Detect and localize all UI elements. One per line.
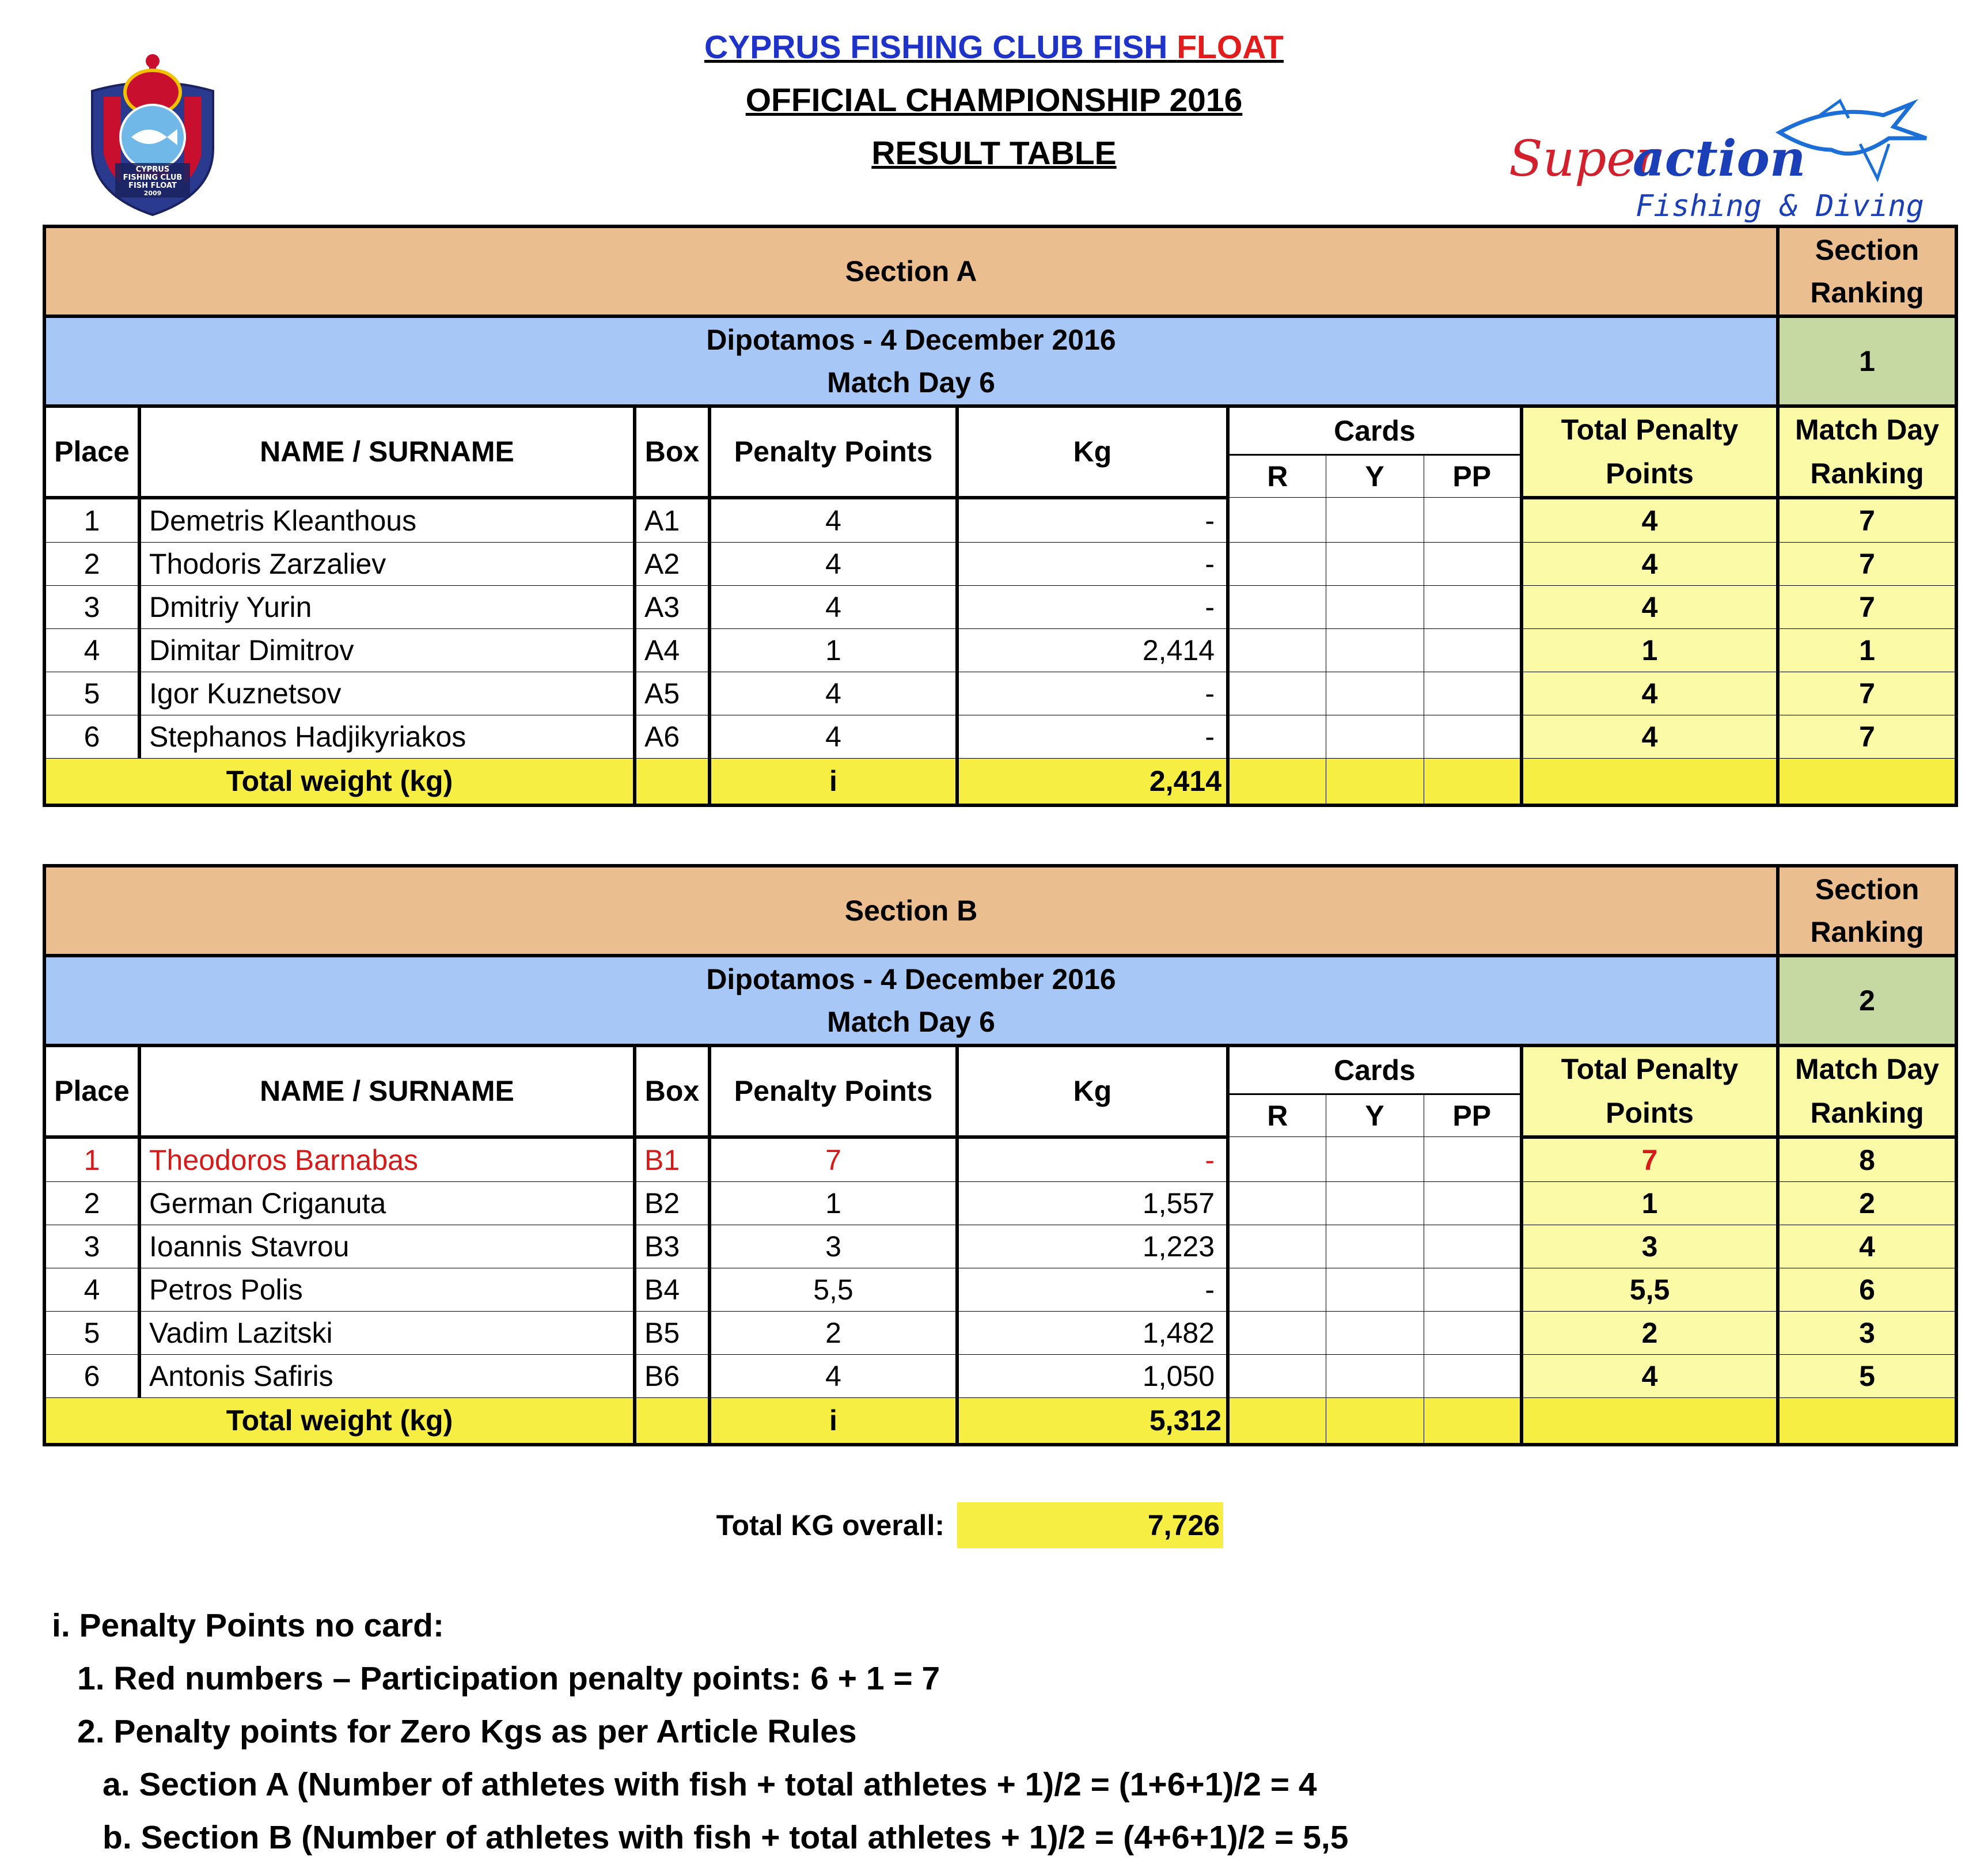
total-tpp-cell — [1522, 758, 1778, 805]
name-cell: Demetris Kleanthous — [139, 498, 635, 543]
table-row — [44, 585, 1956, 628]
match-day-ranking-cell: 1 — [1778, 628, 1956, 672]
name-cell: Vadim Lazitski — [139, 1311, 635, 1354]
kg-cell: 1,482 — [957, 1311, 1228, 1354]
table-row — [44, 628, 1956, 672]
col-total-penalty: Total Penalty Points — [1522, 1045, 1778, 1137]
table-row — [44, 542, 1956, 585]
card-y-cell — [1326, 715, 1424, 758]
col-card-pp: PP — [1424, 1094, 1522, 1137]
total-penalty-cell: 4 — [1522, 542, 1778, 585]
col-name: NAME / SURNAME — [139, 1045, 635, 1137]
box-cell: B1 — [635, 1137, 710, 1182]
match-day-ranking-cell: 6 — [1778, 1268, 1956, 1311]
card-pp-cell — [1424, 628, 1522, 672]
total-card-pp-cell — [1424, 1397, 1522, 1445]
penalty-cell: 4 — [710, 585, 957, 628]
box-cell: B4 — [635, 1268, 710, 1311]
table-row — [44, 1354, 1956, 1397]
name-cell: Ioannis Stavrou — [139, 1225, 635, 1268]
penalty-cell: 4 — [710, 1354, 957, 1397]
total-note-cell: i — [710, 758, 957, 805]
col-card-r: R — [1228, 1094, 1326, 1137]
total-row — [44, 758, 1956, 805]
box-cell: A1 — [635, 498, 710, 543]
card-y-cell — [1326, 672, 1424, 715]
club-title-red: FLOAT — [1177, 29, 1284, 66]
total-penalty-cell: 4 — [1522, 585, 1778, 628]
card-y-cell — [1326, 498, 1424, 543]
place-cell: 3 — [44, 585, 139, 628]
card-r-cell — [1228, 1137, 1326, 1182]
card-r-cell — [1228, 542, 1326, 585]
col-place: Place — [44, 406, 139, 498]
total-penalty-cell: 4 — [1522, 715, 1778, 758]
kg-cell: - — [957, 715, 1228, 758]
club-title-blue: CYPRUS FISHING CLUB FISH — [704, 29, 1168, 66]
match-day-ranking-cell: 7 — [1778, 672, 1956, 715]
match-day-ranking-cell: 8 — [1778, 1137, 1956, 1182]
total-box-cell — [635, 1397, 710, 1445]
table-row — [44, 1181, 1956, 1225]
total-penalty-cell: 1 — [1522, 628, 1778, 672]
col-cards: Cards — [1228, 406, 1522, 455]
box-cell: B5 — [635, 1311, 710, 1354]
penalty-cell: 1 — [710, 1181, 957, 1225]
total-penalty-cell: 1 — [1522, 1181, 1778, 1225]
total-penalty-cell: 7 — [1522, 1137, 1778, 1182]
club-crest-icon — [81, 51, 225, 218]
note-item: 2. Penalty points for Zero Kgs as per Article Rules — [77, 1713, 857, 1750]
card-r-cell — [1228, 585, 1326, 628]
name-cell: Stephanos Hadjikyriakos — [139, 715, 635, 758]
championship-title: OFFICIAL CHAMPIONSHIP 2016 — [745, 82, 1243, 119]
total-weight-value: 5,312 — [957, 1397, 1228, 1445]
total-weight-value: 2,414 — [957, 758, 1228, 805]
penalty-cell: 2 — [710, 1311, 957, 1354]
table-row — [44, 1137, 1956, 1182]
note-subitem: a. Section A (Number of athletes with fish + total athletes + 1)/2 = (1+6+1)/2 = 4 — [103, 1766, 1317, 1803]
total-weight-label: Total weight (kg) — [44, 758, 635, 805]
match-day-ranking-cell: 7 — [1778, 498, 1956, 543]
place-cell: 4 — [44, 1268, 139, 1311]
penalty-cell: 7 — [710, 1137, 957, 1182]
card-r-cell — [1228, 715, 1326, 758]
name-cell: Petros Polis — [139, 1268, 635, 1311]
penalty-cell: 4 — [710, 715, 957, 758]
table-row — [44, 715, 1956, 758]
card-r-cell — [1228, 628, 1326, 672]
name-cell: German Criganuta — [139, 1181, 635, 1225]
table-row — [44, 1268, 1956, 1311]
col-cards: Cards — [1228, 1045, 1522, 1094]
place-cell: 6 — [44, 1354, 139, 1397]
total-penalty-cell: 4 — [1522, 1354, 1778, 1397]
box-cell: A5 — [635, 672, 710, 715]
total-penalty-cell: 4 — [1522, 672, 1778, 715]
total-weight-label: Total weight (kg) — [44, 1397, 635, 1445]
col-card-y: Y — [1326, 1094, 1424, 1137]
box-cell: A2 — [635, 542, 710, 585]
total-card-y-cell — [1326, 758, 1424, 805]
penalty-cell: 4 — [710, 498, 957, 543]
col-card-y: Y — [1326, 455, 1424, 498]
card-y-cell — [1326, 1225, 1424, 1268]
card-pp-cell — [1424, 585, 1522, 628]
name-cell: Igor Kuznetsov — [139, 672, 635, 715]
section-ranking-header: Section Ranking — [1778, 226, 1956, 316]
kg-cell: - — [957, 672, 1228, 715]
kg-cell: - — [957, 1268, 1228, 1311]
table-row — [44, 1225, 1956, 1268]
crest-text-4: 2009 — [143, 190, 162, 197]
name-cell: Thodoris Zarzaliev — [139, 542, 635, 585]
card-r-cell — [1228, 498, 1326, 543]
match-day-ranking-cell: 7 — [1778, 715, 1956, 758]
section-b-table — [43, 864, 1958, 1446]
total-box-cell — [635, 758, 710, 805]
card-pp-cell — [1424, 498, 1522, 543]
card-pp-cell — [1424, 715, 1522, 758]
card-r-cell — [1228, 672, 1326, 715]
section-title: Section B — [44, 866, 1778, 956]
place-cell: 3 — [44, 1225, 139, 1268]
penalty-notes — [52, 1599, 1348, 1864]
card-pp-cell — [1424, 1268, 1522, 1311]
match-day-ranking-cell: 3 — [1778, 1311, 1956, 1354]
total-note-cell: i — [710, 1397, 957, 1445]
kg-cell: 1,557 — [957, 1181, 1228, 1225]
venue-date: Dipotamos - 4 December 2016 — [706, 324, 1116, 356]
note-subitem: b. Section B (Number of athletes with fish + total athletes + 1)/2 = (4+6+1)/2 = 5,5 — [103, 1819, 1349, 1856]
card-r-cell — [1228, 1268, 1326, 1311]
box-cell: A3 — [635, 585, 710, 628]
card-pp-cell — [1424, 1137, 1522, 1182]
name-cell: Dimitar Dimitrov — [139, 628, 635, 672]
place-cell: 1 — [44, 1137, 139, 1182]
col-box: Box — [635, 1045, 710, 1137]
place-cell: 5 — [44, 672, 139, 715]
section-a-table — [43, 225, 1958, 807]
sponsor-word-2: action — [1633, 130, 1806, 188]
card-pp-cell — [1424, 542, 1522, 585]
col-match-day-ranking: Match Day Ranking — [1778, 406, 1956, 498]
total-card-r-cell — [1228, 758, 1326, 805]
place-cell: 2 — [44, 1181, 139, 1225]
total-mdr-cell — [1778, 1397, 1956, 1445]
match-day: Match Day 6 — [827, 366, 995, 399]
name-cell: Antonis Safiris — [139, 1354, 635, 1397]
kg-cell: - — [957, 542, 1228, 585]
card-r-cell — [1228, 1311, 1326, 1354]
card-y-cell — [1326, 585, 1424, 628]
card-pp-cell — [1424, 672, 1522, 715]
col-card-r: R — [1228, 455, 1326, 498]
total-card-y-cell — [1326, 1397, 1424, 1445]
total-card-pp-cell — [1424, 758, 1522, 805]
match-day-ranking-cell: 5 — [1778, 1354, 1956, 1397]
match-day-ranking-cell: 7 — [1778, 585, 1956, 628]
section-ranking-value: 2 — [1778, 956, 1956, 1045]
card-y-cell — [1326, 1181, 1424, 1225]
table-row — [44, 498, 1956, 543]
kg-cell: 2,414 — [957, 628, 1228, 672]
venue-cell — [44, 316, 1778, 406]
section-ranking-value: 1 — [1778, 316, 1956, 406]
card-r-cell — [1228, 1354, 1326, 1397]
box-cell: B6 — [635, 1354, 710, 1397]
penalty-cell: 3 — [710, 1225, 957, 1268]
crest-text-2: FISHING CLUB — [123, 173, 183, 182]
section-title: Section A — [44, 226, 1778, 316]
result-table-title: RESULT TABLE — [871, 135, 1117, 172]
card-r-cell — [1228, 1225, 1326, 1268]
card-y-cell — [1326, 1137, 1424, 1182]
name-cell: Theodoros Barnabas — [139, 1137, 635, 1182]
place-cell: 5 — [44, 1311, 139, 1354]
penalty-cell: 5,5 — [710, 1268, 957, 1311]
penalty-cell: 4 — [710, 672, 957, 715]
sponsor-word-1: Super — [1509, 130, 1660, 188]
card-y-cell — [1326, 1354, 1424, 1397]
section-ranking-header: Section Ranking — [1778, 866, 1956, 956]
col-kg: Kg — [957, 1045, 1228, 1137]
kg-cell: - — [957, 585, 1228, 628]
penalty-cell: 4 — [710, 542, 957, 585]
note-item: 1. Red numbers – Participation penalty points: 6 + 1 = 7 — [77, 1660, 940, 1697]
col-match-day-ranking: Match Day Ranking — [1778, 1045, 1956, 1137]
col-penalty: Penalty Points — [710, 406, 957, 498]
col-kg: Kg — [957, 406, 1228, 498]
note-heading: i. Penalty Points no card: — [52, 1607, 444, 1644]
col-total-penalty: Total Penalty Points — [1522, 406, 1778, 498]
total-overall-label: Total KG overall: — [716, 1509, 944, 1541]
place-cell: 4 — [44, 628, 139, 672]
total-mdr-cell — [1778, 758, 1956, 805]
total-penalty-cell: 3 — [1522, 1225, 1778, 1268]
penalty-cell: 1 — [710, 628, 957, 672]
box-cell: A6 — [635, 715, 710, 758]
total-overall-value: 7,726 — [957, 1502, 1223, 1548]
crest-text-3: FISH FLOAT — [128, 181, 177, 190]
sponsor-logo — [1509, 92, 1929, 225]
sponsor-tagline: Fishing & Diving — [1636, 189, 1924, 223]
match-day-ranking-cell: 7 — [1778, 542, 1956, 585]
card-y-cell — [1326, 628, 1424, 672]
table-row — [44, 672, 1956, 715]
card-y-cell — [1326, 1311, 1424, 1354]
place-cell: 6 — [44, 715, 139, 758]
card-r-cell — [1228, 1181, 1326, 1225]
match-day-ranking-cell: 2 — [1778, 1181, 1956, 1225]
total-penalty-cell: 5,5 — [1522, 1268, 1778, 1311]
card-pp-cell — [1424, 1225, 1522, 1268]
place-cell: 1 — [44, 498, 139, 543]
box-cell: A4 — [635, 628, 710, 672]
col-penalty: Penalty Points — [710, 1045, 957, 1137]
total-penalty-cell: 2 — [1522, 1311, 1778, 1354]
venue-date: Dipotamos - 4 December 2016 — [706, 963, 1116, 995]
card-pp-cell — [1424, 1311, 1522, 1354]
col-card-pp: PP — [1424, 455, 1522, 498]
box-cell: B3 — [635, 1225, 710, 1268]
col-name: NAME / SURNAME — [139, 406, 635, 498]
total-row — [44, 1397, 1956, 1445]
kg-cell: - — [957, 1137, 1228, 1182]
name-cell: Dmitriy Yurin — [139, 585, 635, 628]
card-y-cell — [1326, 1268, 1424, 1311]
match-day: Match Day 6 — [827, 1006, 995, 1038]
col-box: Box — [635, 406, 710, 498]
box-cell: B2 — [635, 1181, 710, 1225]
match-day-ranking-cell: 4 — [1778, 1225, 1956, 1268]
total-card-r-cell — [1228, 1397, 1326, 1445]
venue-cell — [44, 956, 1778, 1045]
club-title — [0, 21, 1988, 74]
card-pp-cell — [1424, 1354, 1522, 1397]
kg-cell: 1,223 — [957, 1225, 1228, 1268]
card-pp-cell — [1424, 1181, 1522, 1225]
total-tpp-cell — [1522, 1397, 1778, 1445]
kg-cell: - — [957, 498, 1228, 543]
crest-text-1: CYPRUS — [135, 165, 170, 174]
kg-cell: 1,050 — [957, 1354, 1228, 1397]
table-row — [44, 1311, 1956, 1354]
total-penalty-cell: 4 — [1522, 498, 1778, 543]
place-cell: 2 — [44, 542, 139, 585]
card-y-cell — [1326, 542, 1424, 585]
col-place: Place — [44, 1045, 139, 1137]
